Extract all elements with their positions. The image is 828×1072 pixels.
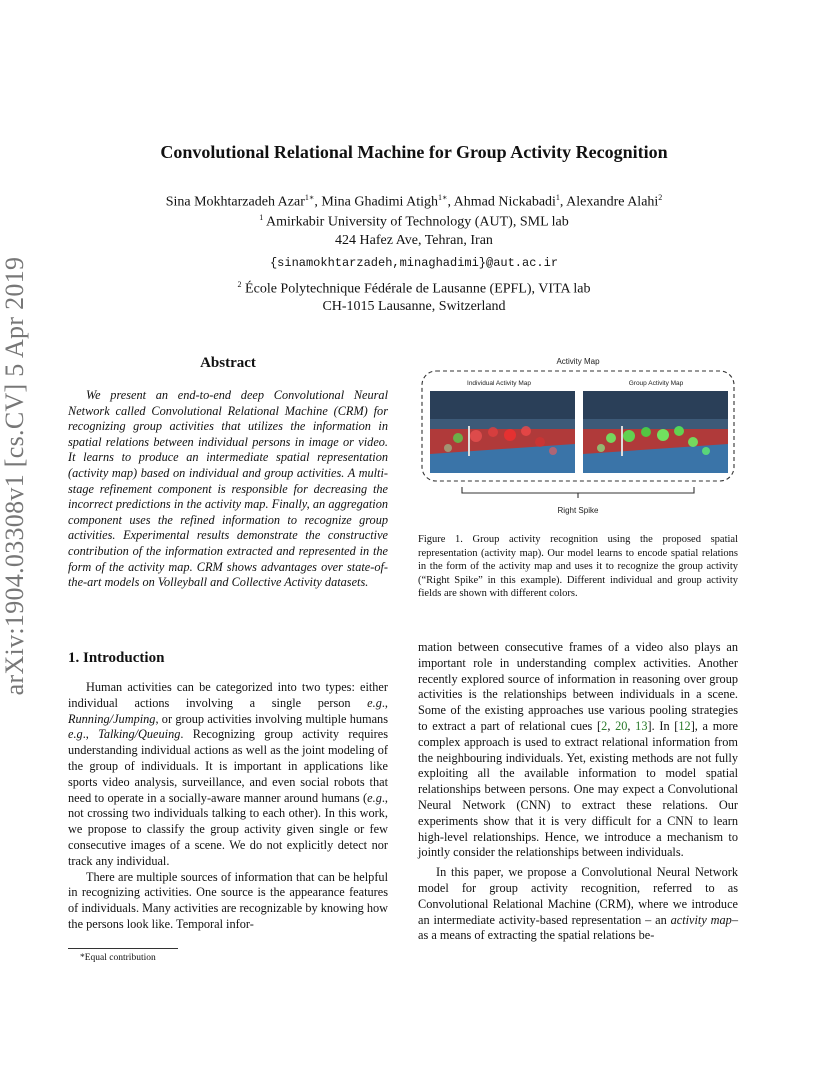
paragraph: There are multiple sources of information that can be helpful in recognizing activities. One source is the appearance features of individuals. Many activities are recognizable by knowing how the persons look like. Temporal infor- xyxy=(68,869,388,931)
individual-activity-map-image xyxy=(430,391,575,473)
introduction-right-column xyxy=(418,640,738,944)
affiliation-2-name: $^2$ École Polytechnique Fédérale de Lausanne (EPFL), VITA lab xyxy=(237,280,591,297)
author-1: Sina Mokhtarzadeh Azar xyxy=(165,194,305,210)
paper-title: Convolutional Relational Machine for Group Activity Recognition xyxy=(160,142,668,162)
abstract-text: We present an end-to-end deep Convolutional Neural Network called Convolutional Relational Machine (CRM) for recognizing group activities that utilizes the information in spatial relations between individual persons in image or video. It learns to produce an intermediate spatial representation (activity map) based on individual and group activities. A multi-stage refinement component is responsible for decreasing the incorrect predictions in the activity map. Finally, an aggregation component uses the refined information to recognize group activities. Experimental results demonstrate the constructive contribution of the information extracted and represented in the form of the activity map. CRM shows advantages over state-of-the-art models on Volleyball and Collective Activity datasets. xyxy=(68,388,388,590)
author-list: Sina Mokhtarzadeh Azar$^{1∗}$, Mina Ghadimi Atigh$^{1∗}$, Ahmad Nickabadi$^1$, Alexandre Alahi$^2$ xyxy=(165,193,663,210)
introduction-left-column xyxy=(68,680,388,933)
affiliation-1-name: $^1$ Amirkabir University of Technology (AUT), SML lab xyxy=(259,213,569,230)
paragraph: In this paper, we propose a Convolutional Neural Network model for group activity recognition, referred to as Convolutional Relational Machine (CRM), where we introduce an intermediate activity-based representation – an activity map– as a means of extracting the spatial relations be- xyxy=(418,865,738,943)
figure-1-graphic xyxy=(418,356,738,521)
arxiv-identifier: arXiv:1904.03308v1 [cs.CV] 5 Apr 2019 xyxy=(0,256,29,696)
figure-bottom-label: Right Spike xyxy=(557,506,599,515)
footnote-rule xyxy=(68,948,178,949)
figure-1 xyxy=(418,356,738,521)
affiliation-2-address: CH-1015 Lausanne, Switzerland xyxy=(322,299,506,314)
section-introduction-heading: 1. Introduction xyxy=(68,650,165,666)
figure-bracket xyxy=(462,487,694,493)
footnote: *Equal contribution xyxy=(80,953,156,963)
author-2: Mina Ghadimi Atigh xyxy=(321,194,438,210)
paragraph: Human activities can be categorized into two types: either individual actions involving a single person e.g., Running/Jumping, or group activities involving multiple humans e.g., Talking/Queuing. Recognizing group activity requires understanding individual actions as well as the joint modeling of the group of individuals. It is important in applications like sports video analysis, surveillance, and even social robots that need to operate in a socially-aware manner around humans (e.g., not crossing two individuals talking to each other). In this work, we propose to classify the group activity given single or few consecutive images of a scene. We do not explicitly detect nor track any individual. xyxy=(68,680,388,868)
author-3: Ahmad Nickabadi xyxy=(453,194,556,210)
figure-1-caption: Figure 1. Group activity recognition using the proposed spatial representation (activity map). Our model learns to encode spatial relations in the form of the activity map and uses it to recognize the group activity (“Right Spike” in this example). Different individual and group activity fields are shown with different colors. xyxy=(418,534,738,600)
affiliation-1-address: 424 Hafez Ave, Tehran, Iran xyxy=(335,233,493,248)
figure-right-label: Group Activity Map xyxy=(628,380,684,387)
author-4: Alexandre Alahi xyxy=(566,194,659,210)
abstract-body xyxy=(68,388,388,591)
abstract-heading: Abstract xyxy=(200,355,256,371)
figure-left-label: Individual Activity Map xyxy=(467,380,531,387)
affiliation-1-email: {sinamokhtarzadeh,minaghadimi}@aut.ac.ir xyxy=(269,256,559,270)
group-activity-map-image xyxy=(583,391,728,473)
paragraph: mation between consecutive frames of a video also plays an important role in understanding complex activities. Another recently explored source of information in reasoning over group activities is the relationships between individuals in a scene. Some of the existing approaches use various pooling strategies to extract a part of relational cues [2, 20, 13]. In [12], a more complex approach is used to extract relational information from the neighbouring individuals. Yet, existing methods are not fully exploiting all the available information to model spatial relationships between persons. One may expect a Convolutional Neural Network (CNN) to extract these relations. Our experiments show that it is very difficult for a CNN to learn high-level relationships. Hence, we introduce a mechanism to jointly consider the relationships between individuals. xyxy=(418,640,738,860)
figure-top-label: Activity Map xyxy=(556,357,600,366)
